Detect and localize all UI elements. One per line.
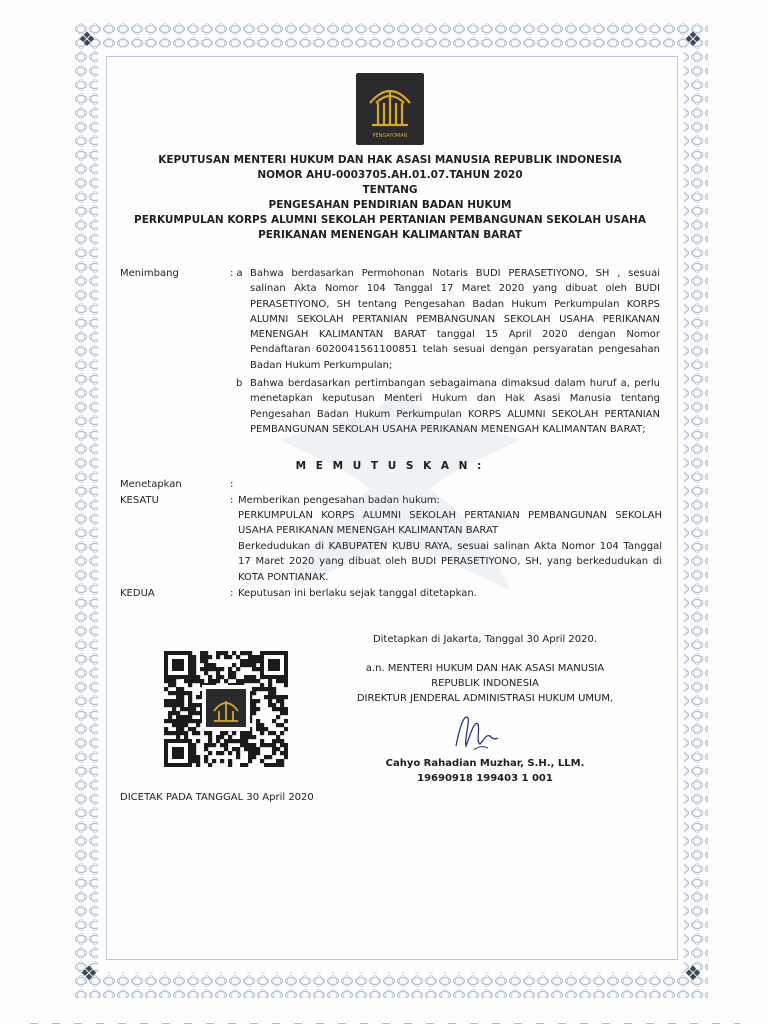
title-line-5: PERKUMPULAN KORPS ALUMNI SEKOLAH PERTANIAN PEMBANGUNAN SEKOLAH USAHA (134, 214, 646, 226)
corner-ornament-icon: ❖ (684, 961, 702, 985)
scan-edge (0, 1010, 768, 1012)
signature-scribble (446, 706, 506, 756)
menimbang-point-b: Bahwa berdasarkan pertimbangan sebagaimana dimaksud dalam huruf a, perlu menetapkan keputusan Menteri Hukum dan Hak Asasi Manusia tentang Pengesahan Badan Hukum Perkumpulan KORPS ALUMNI SEKOLAH PERTANIAN PEMBANGUNAN SEKOLAH USAHA PERIKANAN MENENGAH KALIMANTAN BARAT; (250, 378, 660, 435)
title-line-2: NOMOR AHU-0003705.AH.01.07.TAHUN 2020 (257, 169, 523, 181)
kesatu-line-1: Memberikan pengesahan badan hukum: (238, 495, 440, 506)
signer-nip: 19690918 199403 1 001 (417, 773, 553, 784)
kesatu-line-3: Berkedudukan di KABUPATEN KUBU RAYA, sesuai salinan Akta Nomor 104 Tanggal 17 Maret 2020 yang dibuat oleh BUDI PERASETIYONO, SH, yang berkedudukan di KOTA PONTIANAK. (238, 541, 662, 583)
title-line-4: PENGESAHAN PENDIRIAN BADAN HUKUM (268, 199, 512, 211)
corner-ornament-icon: ❖ (80, 961, 98, 985)
an-line-3: DIREKTUR JENDERAL ADMINISTRASI HUKUM UMUM, (356, 693, 614, 704)
title-line-1: KEPUTUSAN MENTERI HUKUM DAN HAK ASASI MANUSIA REPUBLIK INDONESIA (158, 154, 622, 166)
kesatu-line-2: PERKUMPULAN KORPS ALUMNI SEKOLAH PERTANIAN PEMBANGUNAN SEKOLAH USAHA PERIKANAN MENENGAH KALIMANTAN BARAT (238, 510, 662, 537)
kedua-label: KEDUA (120, 588, 155, 599)
title-line-6: PERIKANAN MENENGAH KALIMANTAN BARAT (258, 229, 522, 241)
title-line-3: TENTANG (362, 184, 418, 196)
pengayoman-logo (356, 73, 424, 145)
kedua-text: Keputusan ini berlaku sejak tanggal ditetapkan. (238, 588, 477, 599)
corner-ornament-icon: ❖ (78, 27, 96, 51)
qr-code (164, 651, 288, 767)
menimbang-label: Menimbang (120, 268, 179, 279)
an-line-1: a.n. MENTERI HUKUM DAN HAK ASASI MANUSIA (365, 663, 605, 674)
kesatu-colon: : (230, 495, 234, 506)
menimbang-point-a: Bahwa berdasarkan Permohonan Notaris BUDI PERASETIYONO, SH , sesuai salinan Akta Nomor 104 Tanggal 17 Maret 2020 yang dibuat oleh BUDI PERASETIYONO, SH tentang Pengesahan Badan Hukum Perkumpulan KORPS ALUMNI SEKOLAH PERTANIAN PEMBANGUNAN SEKOLAH USAHA PERIKANAN MENENGAH KALIMANTAN BARAT tanggal 15 April 2020 dengan Nomor Pendaftaran 6020041561100851 telah sesuai dengan persyaratan pengesahan Badan Hukum Perkumpulan; (250, 268, 660, 371)
logo-caption: PENGAYOMAN (372, 133, 408, 139)
menetapkan-colon: : (230, 479, 234, 490)
menimbang-b-marker: b (236, 378, 243, 389)
menetapkan-label: Menetapkan (120, 479, 182, 490)
an-line-2: REPUBLIK INDONESIA (431, 678, 539, 689)
signer-name: Cahyo Rahadian Muzhar, S.H., LLM. (385, 758, 585, 769)
kesatu-label: KESATU (120, 495, 159, 506)
memutuskan-heading: M E M U T U S K A N : (295, 460, 485, 472)
corner-ornament-icon: ❖ (684, 27, 702, 51)
menimbang-colon: : a (230, 268, 243, 279)
kedua-colon: : (230, 588, 234, 599)
place-date: Ditetapkan di Jakarta, Tanggal 30 April 2020. (372, 634, 598, 645)
printed-date: DICETAK PADA TANGGAL 30 April 2020 (120, 792, 314, 803)
